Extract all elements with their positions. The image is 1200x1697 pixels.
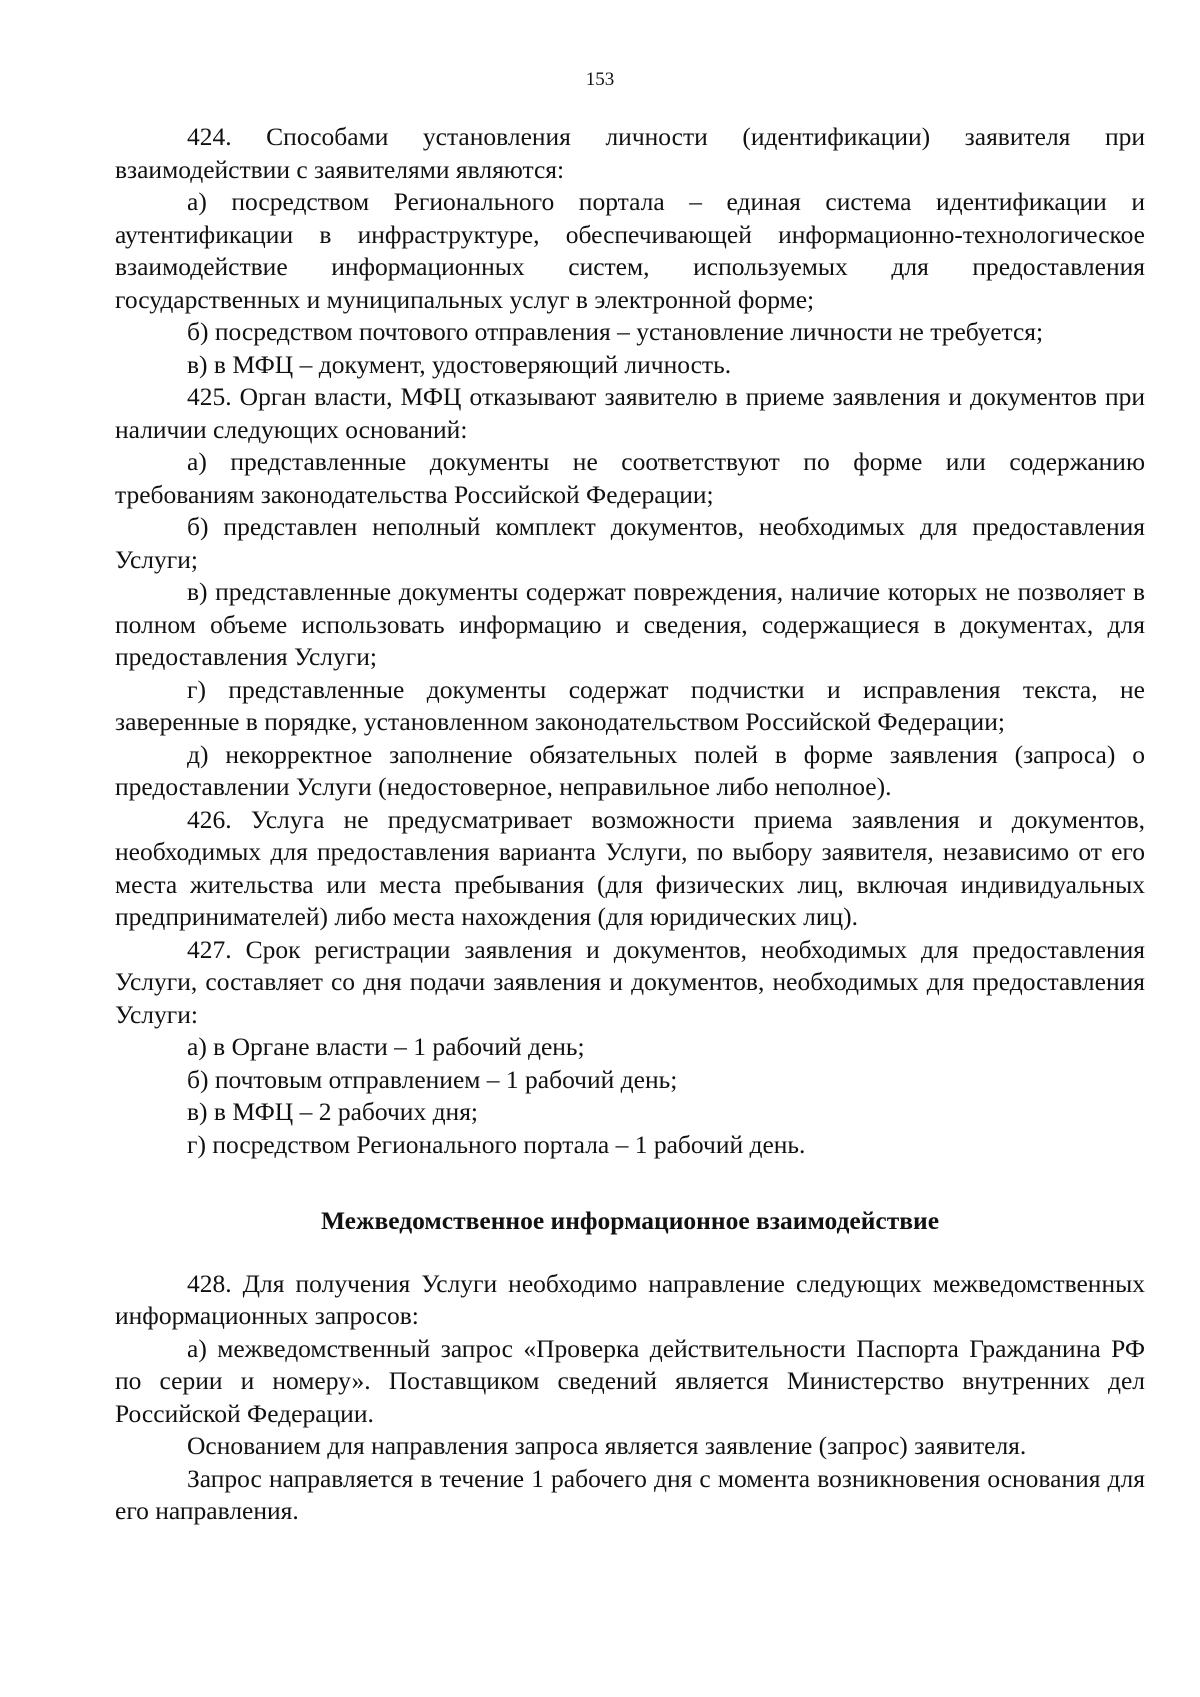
paragraph-425-b: б) представлен неполный комплект документов, необходимых для предоставления Услуги;: [115, 512, 1145, 574]
paragraph-428-a: а) межведомственный запрос «Проверка действительности Паспорта Гражданина РФ по серии и номеру». Поставщиком сведений является Министерство внутренних дел Российской Федерации.: [115, 1333, 1145, 1428]
page-number: 153: [585, 69, 615, 90]
paragraph-424-b: б) посредством почтового отправления – установление личности не требуется;: [187, 317, 1044, 346]
paragraph-427-g: г) посредством Регионального портала – 1 рабочий день.: [187, 1129, 806, 1159]
paragraph-424-v: в) в МФЦ – документ, удостоверяющий личность.: [187, 349, 732, 379]
paragraph-426: 426. Услуга не предусматривает возможности приема заявления и документов, необходимых для предоставления варианта Услуги, по выбору заявителя, независимо от его места жительства или места пребывания (для физических лиц, включая индивидуальных предпринимателей) либо места нахождения (для юридических лиц).: [115, 804, 1145, 931]
paragraph-424: 424. Способами установления личности (идентификации) заявителя при взаимодействии с заявителями являются:: [115, 122, 1145, 184]
paragraph-425-g: г) представленные документы содержат подчистки и исправления текста, не заверенные в порядке, установленном законодательством Российской Федерации;: [115, 674, 1145, 736]
paragraph-425-a: а) представленные документы не соответствуют по форме или содержанию требованиям законодательства Российской Федерации;: [115, 447, 1145, 509]
paragraph-428-term: Запрос направляется в течение 1 рабочего дня с момента возникновения основания для его направления.: [115, 1463, 1145, 1525]
paragraph-427-v: в) в МФЦ – 2 рабочих дня;: [187, 1097, 479, 1126]
paragraph-425: 425. Орган власти, МФЦ отказывают заявителю в приеме заявления и документов при наличии следующих оснований:: [115, 382, 1145, 444]
paragraph-427: 427. Срок регистрации заявления и документов, необходимых для предоставления Услуги, составляет со дня подачи заявления и документов, необходимых для предоставления Услуги:: [115, 934, 1145, 1029]
paragraph-425-v: в) представленные документы содержат повреждения, наличие которых не позволяет в полном объеме использовать информацию и сведения, содержащиеся в документах, для предоставления Услуги;: [115, 577, 1145, 671]
document-body: [115, 121, 1145, 1528]
paragraph-427-b: б) почтовым отправлением – 1 рабочий день;: [187, 1064, 678, 1094]
paragraph-424-a: а) посредством Регионального портала – единая система идентификации и аутентификации в инфраструктуре, обеспечивающей информационно-технологическое взаимодействие информационных систем, используемых для предоставления государственных и муниципальных услуг в электронной форме;: [115, 187, 1145, 314]
section-heading: Межведомственное информационное взаимодействие: [320, 1206, 940, 1235]
paragraph-428: 428. Для получения Услуги необходимо направление следующих межведомственных информационных запросов:: [115, 1268, 1145, 1330]
paragraph-425-d: д) некорректное заполнение обязательных полей в форме заявления (запроса) о предоставлении Услуги (недостоверное, неправильное либо неполное).: [115, 739, 1145, 801]
paragraph-427-a: а) в Органе власти – 1 рабочий день;: [187, 1032, 585, 1061]
paragraph-428-basis: Основанием для направления запроса является заявление (запрос) заявителя.: [187, 1431, 1027, 1460]
